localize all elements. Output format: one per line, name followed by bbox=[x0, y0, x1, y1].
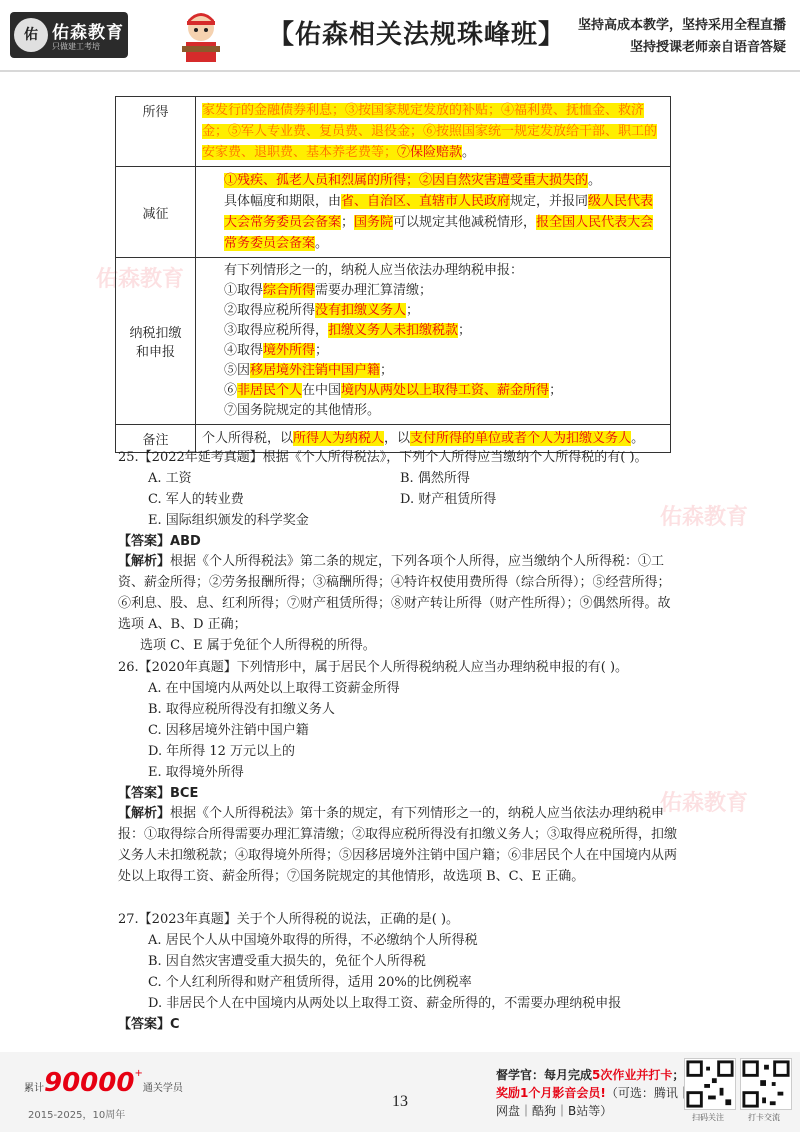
q27-option-a: A. 居民个人从中国境外取得的所得，不必缴纳个人所得税 bbox=[148, 933, 478, 948]
q27-option-c: C. 个人红利所得和财产租赁所得，适用 20%的比例税率 bbox=[148, 975, 472, 990]
years-label: 2015-2025，10周年 bbox=[28, 1110, 126, 1121]
logo-subtitle: 只做建工考培 bbox=[52, 42, 100, 51]
q26-option-d: D. 年所得 12 万元以上的 bbox=[148, 744, 296, 759]
table-row-reduction bbox=[116, 167, 671, 258]
q27-option-d: D. 非居民个人在中国境内从两处以上取得工资、薪金所得的，不需要办理纳税申报 bbox=[148, 996, 622, 1011]
slogan-line-2: 坚持授课老师亲自语音答疑 bbox=[629, 40, 786, 55]
logo-mark-icon: 佑 bbox=[14, 18, 48, 52]
student-count: 累计90000+通关学员 bbox=[24, 1068, 183, 1098]
q26-analysis: 【解析】根据《个人所得税法》第十条的规定，有下列情形之一的，纳税人应当依法办理纳税申报：①取得综合所得需要办理汇算清缴；②取得应税所得没有扣缴义务人；③取得应税所得，扣缴义务人未扣缴税款；④取得境外所得；⑤因移居境外注销中国户籍；⑥非居民个人在中国境内从两处以上取得工资、薪金所得；⑦国务院规定的其他情形，故选项 B、C、E 正确。 bbox=[118, 806, 678, 884]
q25-option-d: D. 财产租赁所得 bbox=[400, 492, 497, 507]
tax-summary-table bbox=[115, 96, 671, 453]
q26-option-a: A. 在中国境内从两处以上取得工资薪金所得 bbox=[148, 681, 400, 696]
q26-answer: 【答案】BCE bbox=[118, 786, 199, 801]
qr-label-1: 扫码关注 bbox=[692, 1113, 724, 1122]
q25-answer: 【答案】ABD bbox=[118, 534, 201, 549]
table-row-filing bbox=[116, 258, 671, 425]
logo-text: 佑森教育 bbox=[52, 23, 124, 43]
q26-option-e: E. 取得境外所得 bbox=[148, 765, 244, 780]
header-divider bbox=[0, 70, 800, 72]
watermark-1: 佑森教育 bbox=[96, 267, 185, 292]
q27-option-b: B. 因自然灾害遭受重大损失的，免征个人所得税 bbox=[148, 954, 426, 969]
q25-stem: 25.【2022年延考真题】根据《个人所得税法》，下列个人所得应当缴纳个人所得税的有( )。 bbox=[118, 450, 648, 465]
q25-option-e: E. 国际组织颁发的科学奖金 bbox=[148, 513, 309, 528]
q25-analysis: 【解析】根据《个人所得税法》第二条的规定，下列各项个人所得，应当缴纳个人所得税：①工资、薪金所得；②劳务报酬所得；③稿酬所得；④特许权使用费所得（综合所得）；⑤经营所得；⑥利息、股、息、红利所得；⑦财产租赁所得；⑧财产转让所得（财产性所得）；⑨偶然所得。故选项 A、B、D 正确； bbox=[118, 554, 671, 632]
page-header bbox=[0, 0, 800, 72]
row-label-filing: 纳税扣缴 和申报 bbox=[116, 258, 196, 425]
row-content-filing: 有下列情形之一的，纳税人应当依法办理纳税申报： ①取得综合所得需要办理汇算清缴； ②取得应税所得没有扣缴义务人； ③取得应税所得，扣缴义务人未扣缴税款； ④取得境外所得； ⑤因移居境外注销中国户籍； ⑥非居民个人在中国境内从两处以上取得工资、薪金所得； ⑦国务院规定的其他情形。 bbox=[196, 258, 671, 425]
q25-option-b: B. 偶然所得 bbox=[400, 471, 470, 486]
table-row-income bbox=[116, 97, 671, 167]
row-content-note: 个人所得税，以所得人为纳税人，以支付所得的单位或者个人为扣缴义务人。 bbox=[196, 425, 671, 453]
qr-label-2: 打卡交流 bbox=[748, 1113, 780, 1122]
q26-option-b: B. 取得应税所得没有扣缴义务人 bbox=[148, 702, 335, 717]
watermark-3: 佑森教育 bbox=[660, 791, 749, 816]
promo-line-1: 督学官：每月完成5次作业并打卡； bbox=[496, 1068, 685, 1082]
q27-stem: 27.【2023年真题】关于个人所得税的说法，正确的是( )。 bbox=[118, 912, 460, 927]
watermark-2: 佑森教育 bbox=[660, 505, 749, 530]
page-number: 13 bbox=[392, 1093, 408, 1110]
qr-code-icon-1[interactable] bbox=[684, 1058, 736, 1110]
q26-option-c: C. 因移居境外注销中国户籍 bbox=[148, 723, 309, 738]
q25-analysis-2: 选项 C、E 属于免征个人所得税的所得。 bbox=[140, 638, 376, 653]
q25-option-c: C. 军人的转业费 bbox=[148, 492, 244, 507]
mascot-icon bbox=[178, 8, 224, 64]
q25-option-a: A. 工资 bbox=[148, 471, 192, 486]
course-title: 【佑森相关法规珠峰班】 bbox=[268, 20, 566, 50]
row-content-income: 家发行的金融债券利息；③按国家规定发放的补贴；④福利费、抚恤金、救济金；⑤军人专业费、复员费、退役金；⑥按照国家统一规定发放给干部、职工的安家费、退职费、基本养老费等；⑦保险赔款。 bbox=[196, 97, 671, 167]
promo-line-3: 网盘｜酷狗｜B站等） bbox=[496, 1104, 613, 1118]
row-label-reduction: 减征 bbox=[116, 167, 196, 258]
brand-logo bbox=[10, 12, 128, 58]
row-label-income: 所得 bbox=[116, 97, 196, 167]
slogan-line-1: 坚持高成本教学，坚持采用全程直播 bbox=[577, 18, 786, 33]
row-content-reduction: ①残疾、孤老人员和烈属的所得；②因自然灾害遭受重大损失的。 具体幅度和期限，由省、自治区、直辖市人民政府规定，并报同级人民代表大会常务委员会备案；国务院可以规定其他减税情形，报全国人民代表大会常务委员会备案。 bbox=[196, 167, 671, 258]
qr-code-icon-2[interactable] bbox=[740, 1058, 792, 1110]
promo-line-2: 奖励1个月影音会员!（可选：腾讯｜ bbox=[496, 1086, 690, 1100]
q26-stem: 26.【2020年真题】下列情形中，属于居民个人所得税纳税人应当办理纳税申报的有( )。 bbox=[118, 660, 629, 675]
q27-answer: 【答案】C bbox=[118, 1017, 180, 1032]
row-label-note: 备注 bbox=[116, 425, 196, 453]
